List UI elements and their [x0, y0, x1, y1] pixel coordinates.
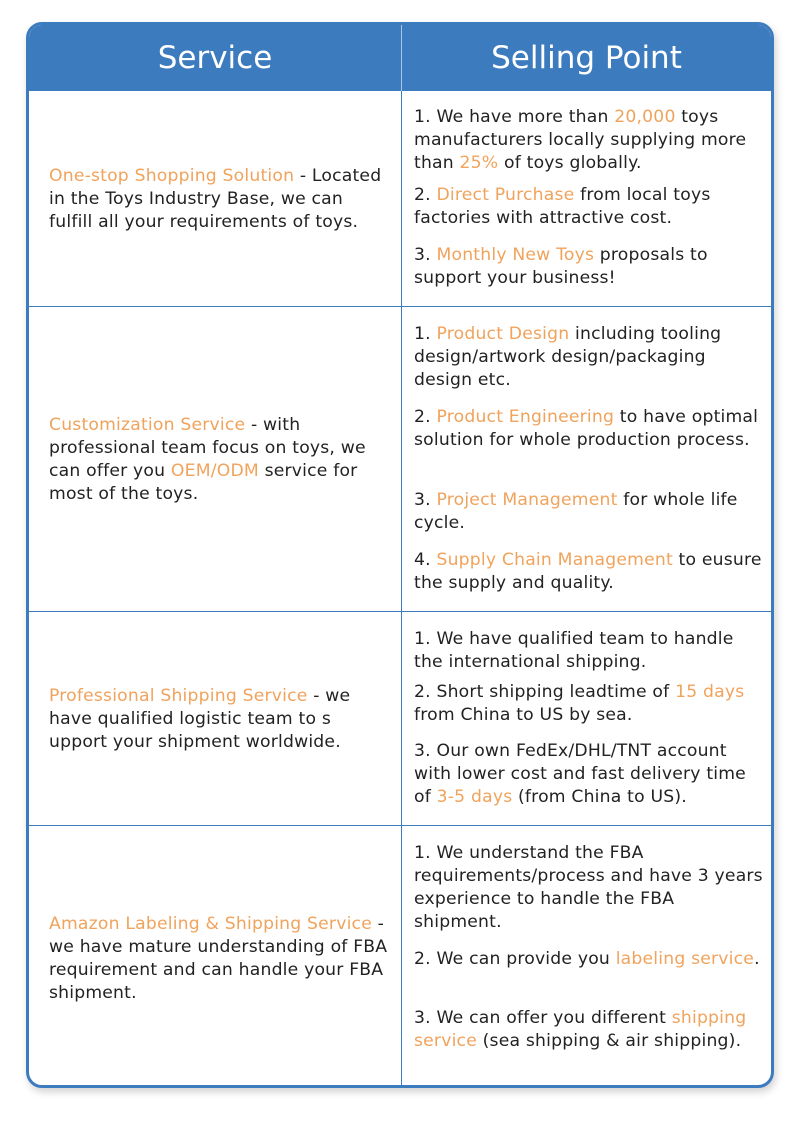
- selling-point-cell: [402, 826, 771, 1088]
- selling-point: 2. Product Engineering to have optimal solution for whole production process.: [414, 407, 759, 450]
- service-cell: [29, 307, 401, 612]
- selling-point: 4. Supply Chain Management to eusure the supply and quality.: [414, 550, 762, 593]
- table-header: [29, 25, 771, 91]
- selling-point: 3. We can offer you different shipping service (sea shipping & air shipping).: [414, 1008, 747, 1051]
- table-row: [29, 307, 771, 612]
- selling-point: 1. We have more than 20,000 toys manufacturers locally supplying more than 25% of toys globally.: [414, 107, 747, 173]
- service-title: Amazon Labeling & Shipping Service: [49, 913, 372, 934]
- header-service: Service: [157, 40, 273, 76]
- table-row: [29, 826, 771, 1088]
- selling-point: 3. Monthly New Toys proposals to support your business!: [414, 245, 708, 288]
- service-cell: [29, 612, 401, 826]
- service-cell: [29, 91, 401, 307]
- service-title: One-stop Shopping Solution: [49, 165, 295, 186]
- service-description: One-stop Shopping Solution - Located in the Toys Industry Base, we can fulfill all your requirements of toys.: [49, 165, 382, 232]
- service-description: Professional Shipping Service - we have qualified logistic team to s upport your shipment worldwide.: [49, 685, 351, 752]
- service-description: Customization Service - with professional team focus on toys, we can offer you OEM/ODM service for most of the toys.: [49, 414, 366, 504]
- table-row: [29, 91, 771, 307]
- selling-point: 3. Our own FedEx/DHL/TNT account with lower cost and fast delivery time of 3-5 days (from China to US).: [414, 741, 746, 807]
- service-description: Amazon Labeling & Shipping Service - we have mature understanding of FBA requirement and can handle your FBA shipment.: [49, 913, 388, 1003]
- selling-point-cell: [402, 612, 771, 826]
- selling-point-cell: [402, 307, 771, 612]
- selling-point: 2. Short shipping leadtime of 15 days from China to US by sea.: [414, 682, 745, 725]
- selling-point: 3. Project Management for whole life cycle.: [414, 490, 738, 533]
- selling-point: 1. We understand the FBA requirements/process and have 3 years experience to handle the FBA shipment.: [414, 843, 763, 932]
- service-table: [26, 22, 774, 1088]
- header-selling-point: Selling Point: [491, 40, 682, 76]
- service-title: Professional Shipping Service: [49, 685, 308, 706]
- selling-point: 1. Product Design including tooling design/artwork design/packaging design etc.: [414, 324, 722, 390]
- selling-point: 2. We can provide you labeling service.: [414, 949, 760, 969]
- selling-point: 2. Direct Purchase from local toys factories with attractive cost.: [414, 185, 711, 228]
- table-row: [29, 612, 771, 826]
- selling-point-cell: [402, 91, 771, 307]
- service-cell: [29, 826, 401, 1088]
- service-title: Customization Service: [49, 414, 246, 435]
- selling-point: 1. We have qualified team to handle the international shipping.: [414, 629, 734, 672]
